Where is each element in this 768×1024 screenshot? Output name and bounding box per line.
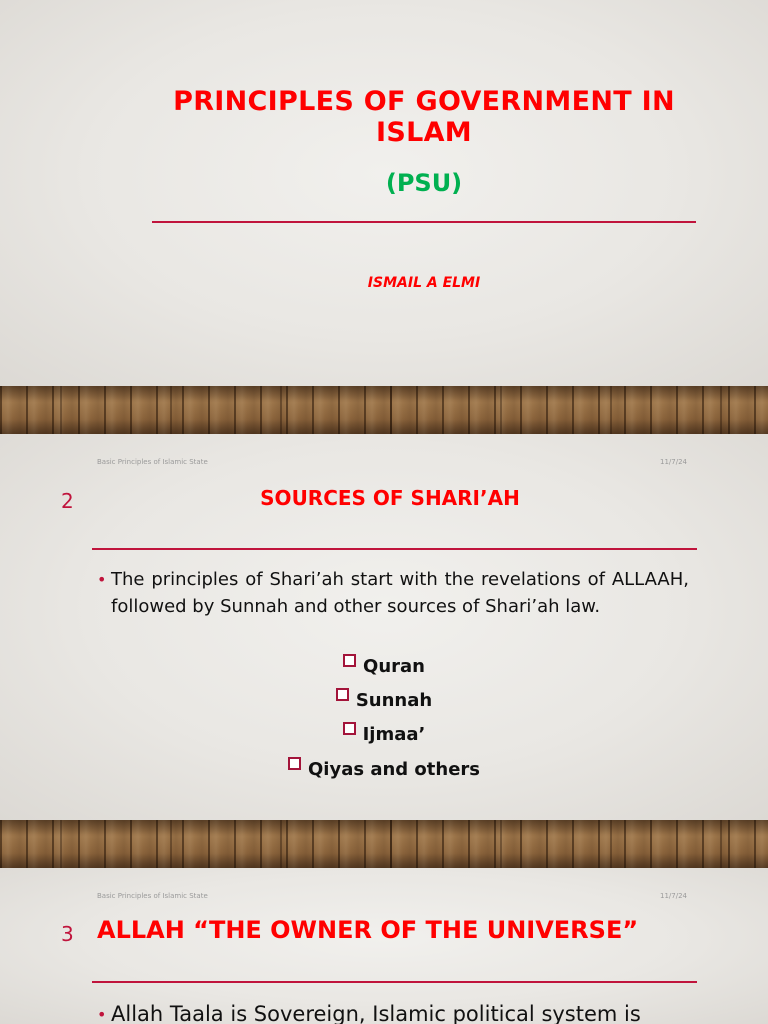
slide-2-bullet	[97, 566, 689, 620]
slide-3-header-left: Basic Principles of Islamic State	[97, 892, 208, 900]
wood-floor-divider-2	[0, 820, 768, 868]
source-item-label: Quran	[363, 656, 425, 677]
slide-3-number: 3	[61, 922, 74, 946]
slide-1-subtitle: (PSU)	[385, 169, 463, 197]
source-item-label: Sunnah	[355, 690, 433, 711]
slide-2-number: 2	[61, 489, 74, 513]
wood-floor-divider-1	[0, 386, 768, 434]
slide-2	[0, 434, 768, 820]
slide-3	[0, 868, 768, 1024]
slide-2-bullet-text: The principles of Shari’ah start with the revelations of ALLAAH, followed by Sunnah and other sources of Shari’ah law.	[111, 569, 689, 617]
source-item-ijmaa	[0, 724, 768, 745]
slide-3-title: ALLAH “THE OWNER OF THE UNIVERSE”	[97, 916, 639, 944]
slide-1-title: PRINCIPLES OF GOVERNMENT IN ISLAM	[173, 86, 675, 148]
checkbox-square-icon	[343, 654, 356, 667]
checkbox-square-icon	[336, 688, 349, 701]
slide-2-title: SOURCES OF SHARI’AH	[260, 486, 520, 510]
slide-1-divider	[152, 221, 696, 223]
slide-3-bullet-text: Allah Taala is Sovereign, Islamic political system is	[111, 1002, 641, 1024]
slide-1	[0, 0, 768, 386]
slide-3-bullet	[97, 1001, 701, 1024]
bullet-marker: •	[97, 570, 107, 589]
checkbox-square-icon	[343, 722, 356, 735]
slide-1-author: ISMAIL A ELMI	[367, 275, 481, 291]
source-item-label: Qiyas and others	[307, 759, 481, 780]
slide-2-divider	[92, 548, 697, 550]
slide-3-divider	[92, 981, 697, 983]
slide-2-header-left: Basic Principles of Islamic State	[97, 458, 208, 466]
slide-3-header-date: 11/7/24	[660, 892, 687, 900]
source-item-label: Ijmaa’	[362, 724, 426, 745]
checkbox-square-icon	[288, 757, 301, 770]
source-item-quran	[0, 656, 768, 677]
source-item-qiyas	[0, 759, 768, 780]
bullet-marker: •	[97, 1005, 107, 1024]
source-item-sunnah	[0, 690, 768, 711]
slide-2-header-date: 11/7/24	[660, 458, 687, 466]
